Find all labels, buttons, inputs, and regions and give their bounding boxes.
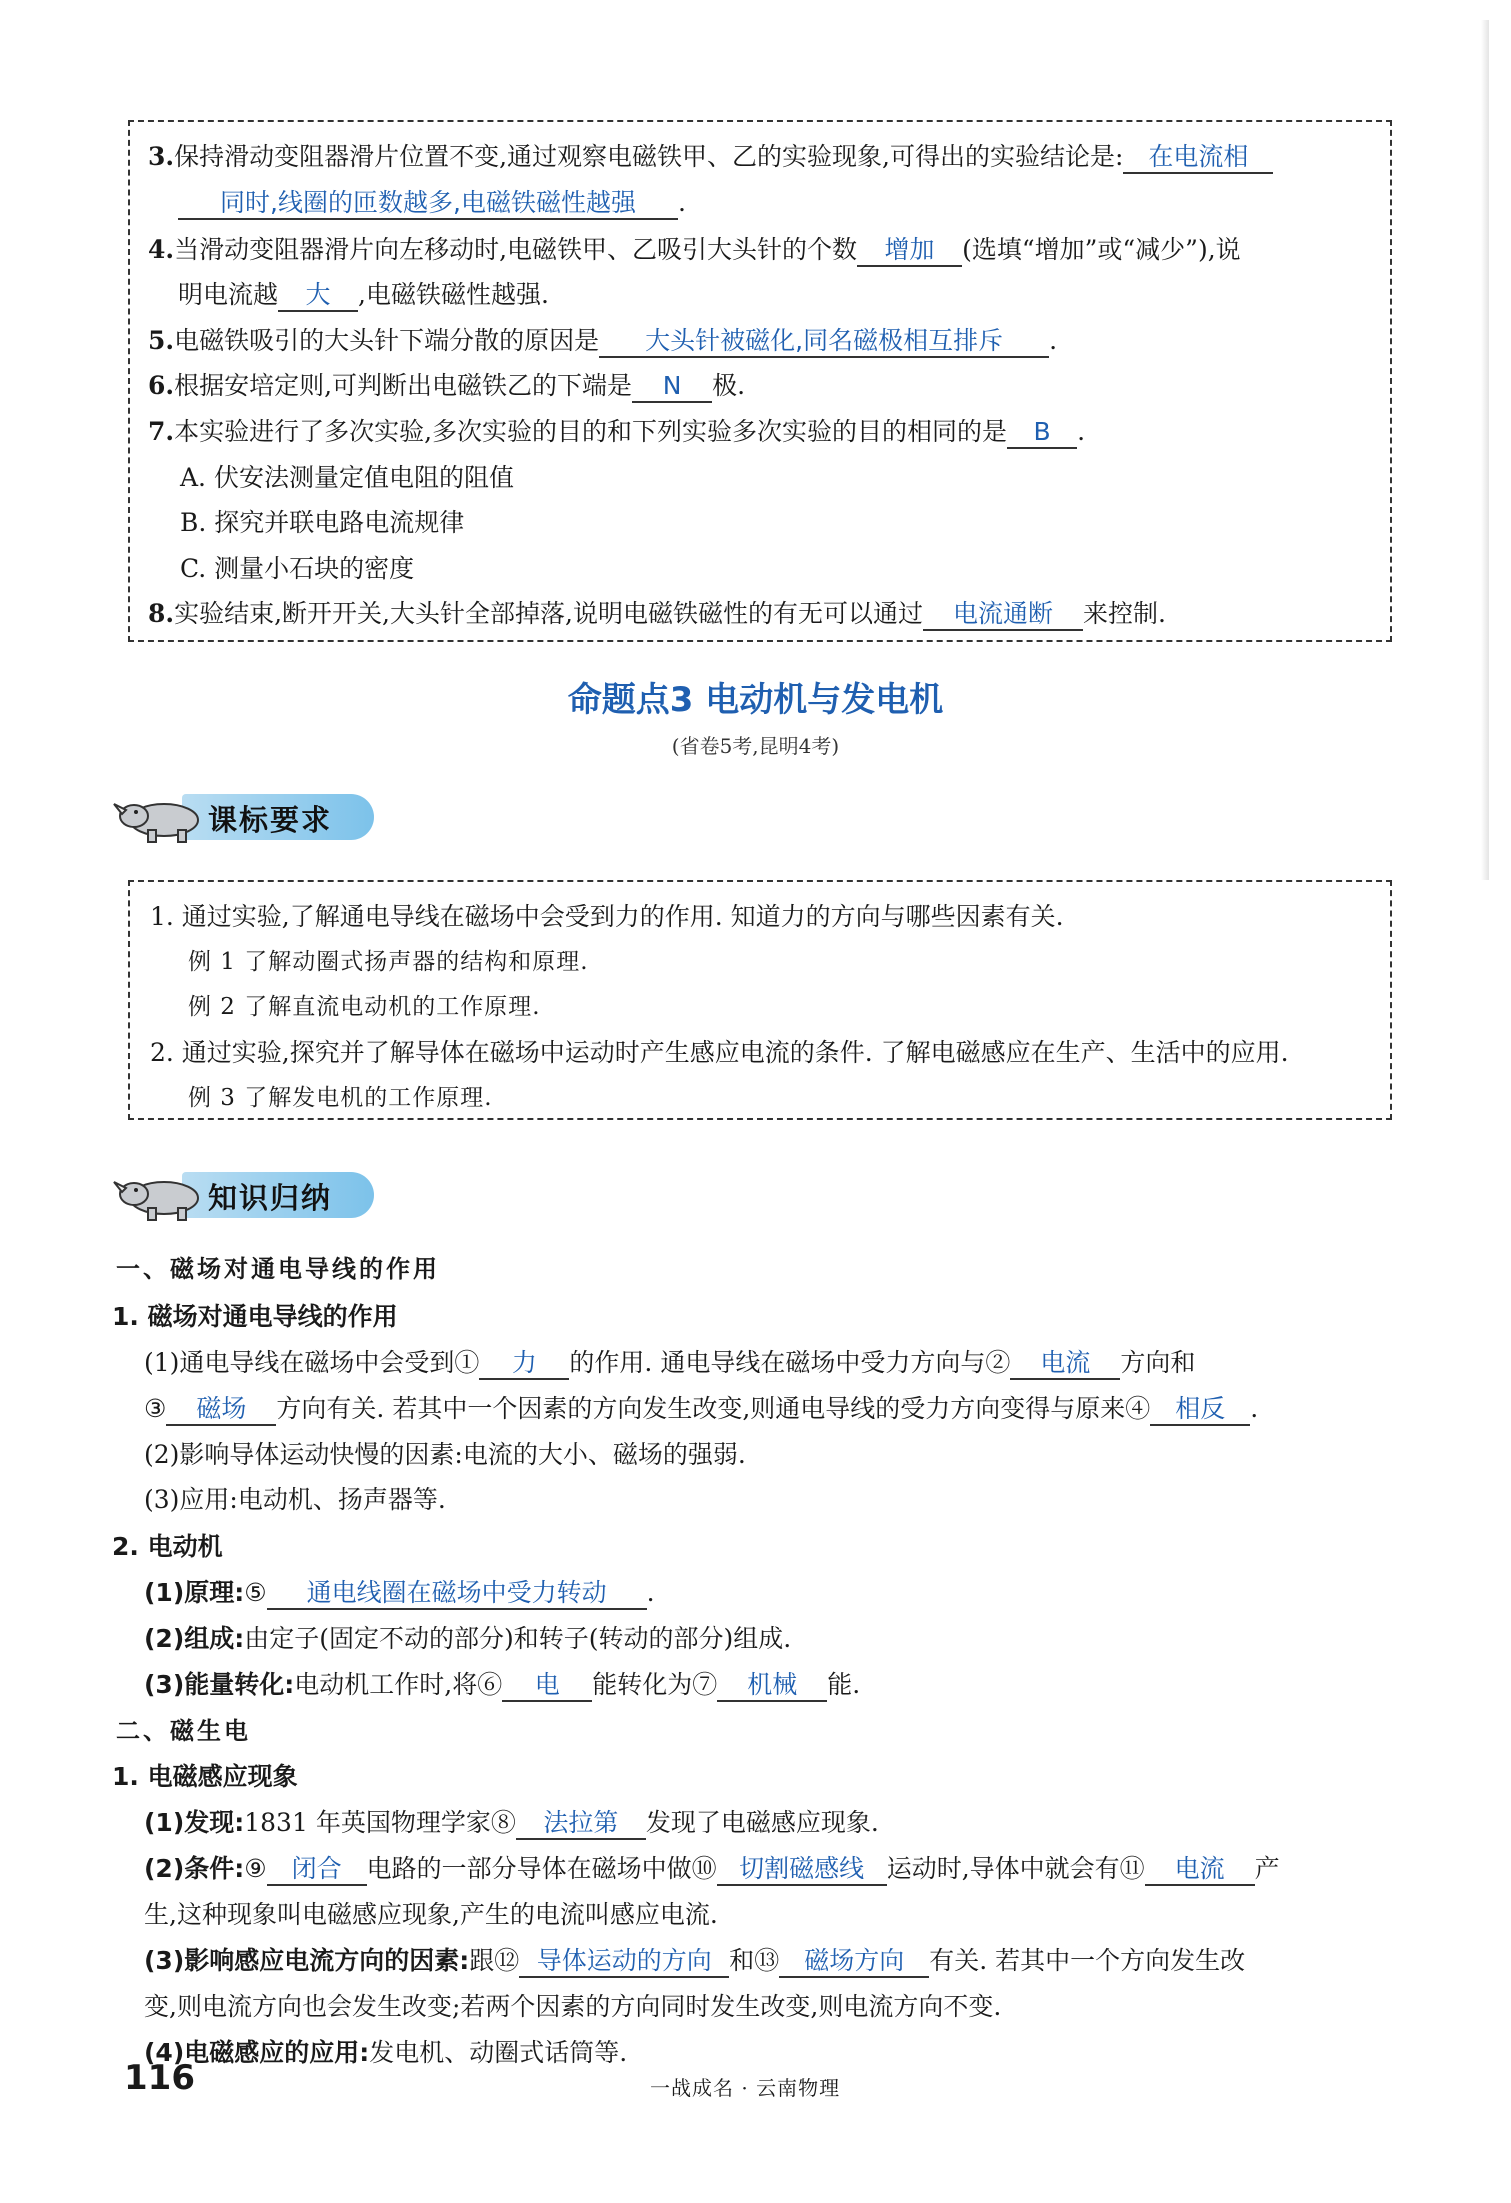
question-6: 6.根据安培定则,可判断出电磁铁乙的下端是 N 极. xyxy=(148,369,745,403)
answer-blank: 同时,线圈的匝数越多,电磁铁磁性越强 xyxy=(178,188,678,220)
rhino-icon xyxy=(112,1170,208,1222)
part1-s2-p2: (2)组成:由定子(固定不动的部分)和转子(转动的部分)组成. xyxy=(144,1624,792,1653)
answer-blank: 磁场方向 xyxy=(779,1946,929,1978)
page-number: 116 xyxy=(124,2058,195,2098)
banner-label: 课标要求 xyxy=(208,803,333,837)
curriculum-example-1: 例 1 了解动圈式扬声器的结构和原理. xyxy=(188,949,589,975)
part2-s1-p1: (1)发现:1831 年英国物理学家⑧ 法拉第 发现了电磁感应现象. xyxy=(144,1806,879,1840)
part2-s1-p3-cont: 变,则电流方向也会发生改变;若两个因素的方向同时发生改变,则电流方向不变. xyxy=(144,1992,1002,2021)
banner-label: 知识归纳 xyxy=(208,1181,333,1215)
part1-s1-p2: (2)影响导体运动快慢的因素:电流的大小、磁场的强弱. xyxy=(144,1440,746,1469)
answer-blank: 电 xyxy=(502,1670,592,1702)
part2-s1-title: 1. 电磁感应现象 xyxy=(112,1762,298,1791)
rhino-icon xyxy=(112,792,208,844)
question-4-cont: 明电流越 大 ,电磁铁磁性越强. xyxy=(178,278,549,312)
part2-s1-p3: (3)影响感应电流方向的因素:跟⑫ 导体运动的方向 和⑬ 磁场方向 有关. 若其中一个方向发生改 xyxy=(144,1944,1245,1978)
question-3-cont: 同时,线圈的匝数越多,电磁铁磁性越强 . xyxy=(178,186,686,220)
option-c: C. 测量小石块的密度 xyxy=(180,554,415,583)
question-4: 4.当滑动变阻器滑片向左移动时,电磁铁甲、乙吸引大头针的个数 增加 (选填“增加”或“减少”),说 xyxy=(148,233,1241,267)
answer-blank: 电流 xyxy=(1145,1854,1255,1886)
answer-blank: 通电线圈在磁场中受力转动 xyxy=(267,1578,647,1610)
banner-knowledge xyxy=(112,1170,374,1222)
curriculum-item-1: 1. 通过实验,了解通电导线在磁场中会受到力的作用. 知道力的方向与哪些因素有关. xyxy=(150,902,1064,931)
part1-s2-p3: (3)能量转化:电动机工作时,将⑥ 电 能转化为⑦ 机械 能. xyxy=(144,1668,860,1702)
question-8: 8.实验结束,断开开关,大头针全部掉落,说明电磁铁磁性的有无可以通过 电流通断 来控制. xyxy=(148,597,1166,631)
curriculum-item-2: 2. 通过实验,探究并了解导体在磁场中运动时产生感应电流的条件. 了解电磁感应在生产、生活中的应用. xyxy=(150,1038,1289,1067)
answer-blank: 导体运动的方向 xyxy=(519,1946,729,1978)
answer-blank: N xyxy=(632,371,712,403)
question-5: 5.电磁铁吸引的大头针下端分散的原因是 大头针被磁化,同名磁极相互排斥 . xyxy=(148,324,1057,358)
part1-s2-p1: (1)原理:⑤ 通电线圈在磁场中受力转动 . xyxy=(144,1576,655,1610)
curriculum-example-3: 例 3 了解发电机的工作原理. xyxy=(188,1085,493,1111)
part1-s1-p1-cont: ③ 磁场 方向有关. 若其中一个因素的方向发生改变,则通电导线的受力方向变得与原来④ 相反 . xyxy=(144,1392,1258,1426)
answer-blank: 相反 xyxy=(1150,1394,1250,1426)
answer-blank: 在电流相 xyxy=(1123,142,1273,174)
answer-blank: 机械 xyxy=(717,1670,827,1702)
part1-heading: 一、磁场对通电导线的作用 xyxy=(116,1255,440,1283)
part2-s1-p2: (2)条件:⑨ 闭合 电路的一部分导体在磁场中做⑩ 切割磁感线 运动时,导体中就会有⑪ 电流 产 xyxy=(144,1852,1280,1886)
answer-blank: B xyxy=(1007,417,1077,449)
part1-s2-title: 2. 电动机 xyxy=(112,1532,223,1561)
part1-s1-p3: (3)应用:电动机、扬声器等. xyxy=(144,1485,446,1514)
answer-blank: 增加 xyxy=(857,235,962,267)
banner-curriculum xyxy=(112,792,374,844)
book-title: 一战成名 · 云南物理 xyxy=(650,2076,841,2100)
curriculum-example-2: 例 2 了解直流电动机的工作原理. xyxy=(188,994,541,1020)
section-note: (省卷5考,昆明4考) xyxy=(671,734,840,758)
part2-heading: 二、磁生电 xyxy=(116,1717,251,1745)
part1-s1-p1: (1)通电导线在磁场中会受到① 力 的作用. 通电导线在磁场中受力方向与② 电流 方向和 xyxy=(144,1346,1195,1380)
part2-s1-p2-cont: 生,这种现象叫电磁感应现象,产生的电流叫感应电流. xyxy=(144,1900,718,1929)
answer-blank: 大头针被磁化,同名磁极相互排斥 xyxy=(599,326,1049,358)
part2-s1-p4: (4)电磁感应的应用:发电机、动圈式话筒等. xyxy=(144,2038,628,2067)
part1-s1-title: 1. 磁场对通电导线的作用 xyxy=(112,1302,398,1331)
section-title: 命题点3 电动机与发电机 xyxy=(567,680,944,720)
option-a: A. 伏安法测量定值电阻的阻值 xyxy=(180,463,514,492)
answer-blank: 电流通断 xyxy=(923,599,1083,631)
answer-blank: 大 xyxy=(278,280,358,312)
answer-blank: 磁场 xyxy=(166,1394,276,1426)
answer-blank: 电流 xyxy=(1010,1348,1120,1380)
answer-blank: 力 xyxy=(479,1348,569,1380)
answer-blank: 法拉第 xyxy=(516,1808,646,1840)
option-b: B. 探究并联电路电流规律 xyxy=(180,508,465,537)
question-3: 3.保持滑动变阻器滑片位置不变,通过观察电磁铁甲、乙的实验现象,可得出的实验结论是: 在电流相 xyxy=(148,140,1273,174)
answer-blank: 切割磁感线 xyxy=(717,1854,887,1886)
answer-blank: 闭合 xyxy=(267,1854,367,1886)
question-7: 7.本实验进行了多次实验,多次实验的目的和下列实验多次实验的目的相同的是 B . xyxy=(148,415,1085,449)
